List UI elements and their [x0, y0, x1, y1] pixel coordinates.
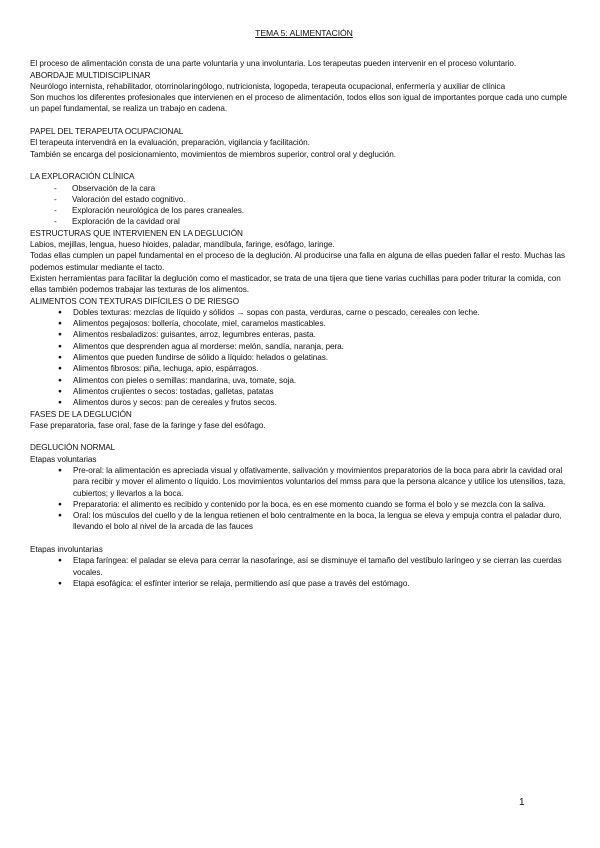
list-item: - Valoración del estado cognitivo. [30, 194, 578, 205]
voluntarias-heading: Etapas voluntarias [30, 454, 97, 464]
list-item: ● Alimentos resbaladizos: guisantes, arroz, legumbres enteras, pasta. [30, 329, 578, 340]
intro-paragraph: El proceso de alimentación consta de una parte voluntaria y una involuntaria. Los terapeutas pueden intervenir en el proceso voluntario. [30, 59, 517, 69]
list-item: ● Alimentos fibrosos: piña, lechuga, apio, espárragos. [30, 363, 578, 374]
list-item: - Exploración de la cavidad oral [30, 216, 578, 227]
papel-paragraph-1: El terapeuta intervendrá en la evaluación, preparación, vigilancia y facilitación. [30, 138, 310, 148]
list-item: ● Alimentos que pueden fundirse de sólido a líquido: helados o gelatinas. [30, 352, 578, 363]
list-item: - Observación de la cara [30, 183, 578, 194]
list-item: ● Etapa faríngea: el paladar se eleva para cerrar la nasofaringe, así se disminuye el tamaño del vestíbulo laríngeo y se cierran las cuerdas vocales. [30, 555, 578, 578]
involuntarias-heading: Etapas involuntarias [30, 545, 103, 555]
list-item: ● Preparatoria: el alimento es recibido y contenido por la boca, es en ese momento cuando se forma el bolo y se mezcla con la saliva. [30, 499, 578, 510]
exploracion-heading: LA EXPLORACIÓN CLÍNICA [30, 172, 135, 182]
list-item: ● Etapa esofágica: el esfínter interior se relaja, permitiendo así que pase a través del estómago. [30, 578, 578, 589]
list-item: ● Alimentos que desprenden agua al morderse: melón, sandía, naranja, pera. [30, 341, 578, 352]
page-number: 1 [519, 797, 525, 808]
list-item: ● Alimentos pegajosos: bollería, chocolate, miel, caramelos masticables. [30, 318, 578, 329]
fases-heading: FASES DE LA DEGLUCIÓN [30, 409, 132, 419]
spacer [30, 115, 578, 126]
list-item: ● Alimentos duros y secos: pan de cereales y frutos secos. [30, 397, 578, 408]
document-page [30, 28, 578, 589]
abordaje-paragraph-2: Son muchos los diferentes profesionales que intervienen en el proceso de alimentación, todos ellos son igual de importantes porque cada uno cumple un papel fundamental, se realiza un trabajo en cadena. [30, 93, 568, 114]
alimentos-heading: ALIMENTOS CON TEXTURAS DIFÍCILES O DE RIESGO [30, 296, 240, 306]
estructuras-heading: ESTRUCTURAS QUE INTERVIENEN EN LA DEGLUCIÓN [30, 228, 243, 238]
spacer [30, 431, 578, 442]
list-item: - Exploración neurológica de los pares craneales. [30, 205, 578, 216]
papel-paragraph-2: También se encarga del posicionamiento, movimientos de miembros superior, control oral y deglución. [30, 149, 396, 159]
estructuras-paragraph-2: Todas ellas cumplen un papel fundamental en el proceso de la deglución. Al producirse una falla en alguna de ellas pueden fallar el resto. Muchas las podemos estimular mediante el tacto. [30, 251, 566, 272]
abordaje-paragraph-1: Neurólogo internista, rehabilitador, otorrinolaringólogo, nutricionista, logopeda, terapeuta ocupacional, enfermería y auxiliar de clínica [30, 81, 506, 91]
list-item: ● Oral: los músculos del cuello y de la lengua retienen el bolo centralmente en la boca, la lengua se eleva y empuja contra el paladar duro, llevando el bolo al nivel de la arcada de las fauces [30, 510, 578, 533]
list-item: ● Alimentos crujientes o secos: tostadas, galletas, patatas [30, 386, 578, 397]
list-item: ● Alimentos con pieles o semillas: mandarina, uva, tomate, soja. [30, 375, 578, 386]
abordaje-heading: ABORDAJE MULTIDISCIPLINAR [30, 70, 151, 80]
list-item: ● Pre-oral: la alimentación es apreciada visual y olfativamente, salivación y movimientos preparatorios de la boca para abrir la cavidad oral para recibir y mover el alimento o líquido. Los movimientos voluntarios del mmss para que la persona alcance y utilice los utensilios, taza, cubiertos; y llevarlos a la boca. [30, 465, 578, 499]
alimentos-list [30, 307, 578, 409]
page-title: TEMA 5: ALIMENTACIÓN [255, 28, 353, 38]
exploracion-list [30, 183, 578, 228]
voluntarias-list [30, 465, 578, 533]
involuntarias-list [30, 555, 578, 589]
estructuras-paragraph-1: Labios, mejillas, lengua, hueso hioides, paladar, mandíbula, faringe, esófago, laringe. [30, 240, 335, 250]
fases-paragraph: Fase preparatoria, fase oral, fase de la faringe y fase del esófago. [30, 420, 266, 430]
list-item: ● Dobles texturas: mezclas de líquido y sólidos → sopas con pasta, verduras, carne o pescado, cereales con leche. [30, 307, 578, 318]
spacer [30, 533, 578, 544]
spacer [30, 160, 578, 171]
papel-heading: PAPEL DEL TERAPEUTA OCUPACIONAL [30, 127, 184, 137]
deglucion-normal-heading: DEGLUCIÓN NORMAL [30, 443, 116, 453]
estructuras-paragraph-3: Existen herramientas para facilitar la deglución como el masticador, se trata de una tijera que tiene varias cuchillas para poder triturar la comida, con ellas también podemos trabajar las texturas de los alimentos. [30, 273, 561, 295]
